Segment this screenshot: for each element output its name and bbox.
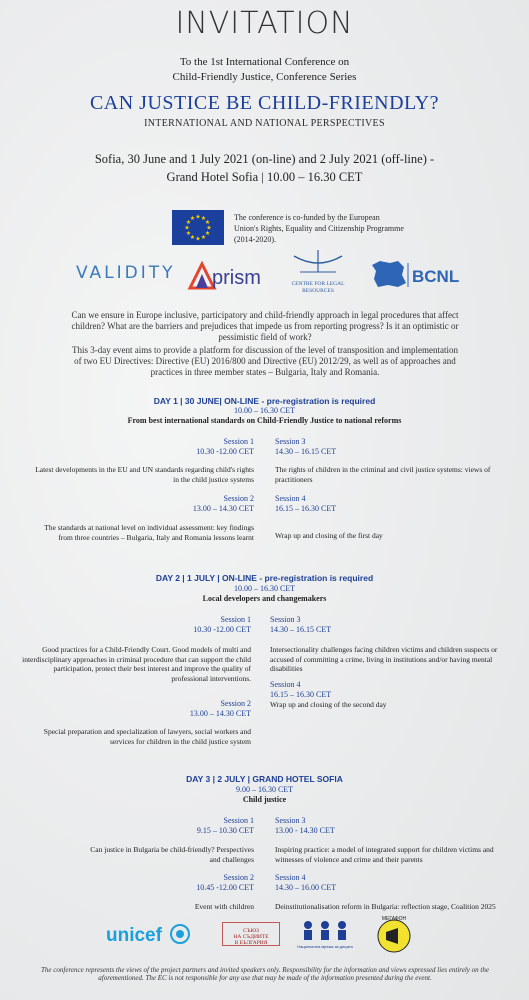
svg-text:BCNL: BCNL <box>412 267 460 286</box>
session-time: 16.15 – 16.30 CET <box>275 504 337 513</box>
eu-star-icon: ★ <box>185 220 192 226</box>
prism-logo <box>186 258 270 294</box>
day1-session2 <box>150 494 254 514</box>
session-time: 10.45 -12.00 CET <box>196 883 254 892</box>
day3-session4 <box>275 873 405 893</box>
eu-star-icon: ★ <box>195 214 201 221</box>
day2-session4 <box>270 680 400 700</box>
day2-heading: DAY 2 | 1 JULY | ON-LINE - pre-registration is required <box>155 573 374 583</box>
session-time: 14.30 – 16.15 CET <box>270 625 332 634</box>
judges-union-logo <box>222 922 280 946</box>
intro-paragraph-2: This 3-day event aims to provide a platform for discussion of the level of transposition and implementation of two EU Directives: Directive (EU) 2016/800 and Directive (EU) 2012/29, as well as of approaches and practices in three member states – Bulgaria, Italy and Romania. <box>72 345 458 377</box>
session-label: Session 4 <box>270 680 301 689</box>
subtitle-line1: To the 1st International Conference on <box>179 56 350 68</box>
session-label: Session 3 <box>270 615 301 624</box>
day1-session4 <box>275 494 355 514</box>
session-label: Session 4 <box>275 494 306 503</box>
session-time: 10.30 -12.00 CET <box>193 625 251 634</box>
event-dates <box>0 150 529 186</box>
svg-text:prism: prism <box>212 267 261 289</box>
session-time: 9.15 – 10.30 CET <box>196 826 254 835</box>
session-time: 14.30 – 16.00 CET <box>275 883 337 892</box>
session-label: Session 1 <box>223 437 254 446</box>
day1-session4-desc: Wrap up and closing of the first day <box>275 531 383 540</box>
svg-text:МЕГАФОН: МЕГАФОН <box>381 916 407 922</box>
session-label: Session 2 <box>223 873 254 882</box>
megafon-logo <box>374 914 414 954</box>
day2-theme: Local developers and changemakers <box>202 594 327 603</box>
eu-star-icon: ★ <box>204 220 211 226</box>
headline: CAN JUSTICE BE CHILD-FRIENDLY? <box>89 92 440 114</box>
day3-session2 <box>190 873 254 893</box>
day1-session1 <box>150 437 254 457</box>
session-label: Session 2 <box>223 494 254 503</box>
session-label: Session 2 <box>220 699 251 708</box>
session-time: 13.00 - 14.30 CET <box>275 826 335 835</box>
dates-line2: Grand Hotel Sofia | 10.00 – 16.30 CET <box>166 170 363 184</box>
day3-session1 <box>150 816 254 836</box>
eu-star-icon: ★ <box>200 235 207 242</box>
svg-text:НА СЪДИИТЕ: НА СЪДИИТЕ <box>233 934 269 940</box>
day3-heading: DAY 3 | 2 JULY | GRAND HOTEL SOFIA <box>186 774 343 784</box>
day2-session2-desc: Special preparation and specialization of lawyers, social workers and services for children in the child justice system <box>43 727 251 746</box>
unicef-logo <box>106 920 194 948</box>
session-time: 14.30 – 16.15 CET <box>275 447 337 456</box>
eu-star-icon: ★ <box>189 215 196 222</box>
session-time: 16.15 – 16.30 CET <box>270 690 332 699</box>
svg-text:СЪЮЗ: СЪЮЗ <box>243 928 259 934</box>
day3-session4-desc: Deinstitutionalisation reform in Bulgaria: reflection stage, Coalition 2025 <box>275 902 496 911</box>
session-label: Session 4 <box>275 873 306 882</box>
day3-theme: Child justice <box>242 795 287 804</box>
day2-session2 <box>150 699 251 719</box>
session-time: 10.30 -12.00 CET <box>196 447 254 456</box>
svg-text:unicef: unicef <box>106 925 162 946</box>
eu-star-icon: ★ <box>204 231 211 237</box>
session-time: 13.00 – 14.30 CET <box>189 709 251 718</box>
invitation-title: INVITATION <box>175 6 354 41</box>
clr-logo-text: CENTRE FOR LEGAL RESOURCES <box>291 281 345 294</box>
eu-star-icon: ★ <box>184 225 190 232</box>
day1-time: 10.00 – 16.30 CET <box>233 406 296 415</box>
day3-session3-desc: Inspiring practice: a model of integrated support for children victims and witnesses of violence and crime and their parents <box>275 845 494 864</box>
bcnl-logo <box>370 257 462 291</box>
day1-session3-desc: The rights of children in the criminal and civil justice systems: views of practitioners <box>275 465 491 484</box>
subtitle-line2: Child-Friendly Justice, Conference Series <box>172 71 357 83</box>
svg-text:Национална мрежа за децата: Национална мрежа за децата <box>297 944 353 949</box>
day1-session3 <box>275 437 405 457</box>
disclaimer-footer: The conference represents the views of the project partners and invited speakers only. Responsibility for the information and views expressed lies entirely on the aforementioned. The EC is not responsible for any use that may be made of the information presented during the event. <box>41 966 489 982</box>
svg-text:В БЪЛГАРИЯ: В БЪЛГАРИЯ <box>234 940 268 946</box>
headline-sub: INTERNATIONAL AND NATIONAL PERSPECTIVES <box>144 118 385 129</box>
eu-star-icon: ★ <box>200 215 207 222</box>
day2-session3 <box>270 615 400 635</box>
day2-session1 <box>150 615 251 635</box>
session-label: Session 3 <box>275 816 306 825</box>
session-label: Session 1 <box>220 615 251 624</box>
session-label: Session 1 <box>223 816 254 825</box>
day3-session2-desc: Event with children <box>194 902 254 911</box>
eu-star-icon: ★ <box>185 231 192 237</box>
dates-line1: Sofia, 30 June and 1 July 2021 (on-line) and 2 July 2021 (off-line) - <box>94 152 435 166</box>
eu-flag-icon <box>172 210 224 245</box>
day1-heading: DAY 1 | 30 JUNE| ON-LINE - pre-registration is required <box>153 396 376 406</box>
day2-session3-desc: Intersectionality challenges facing children victims and children suspects or accused of committing a crime, living in institutions and/or having mental disabilities <box>270 645 498 673</box>
intro-paragraph-1: Can we ensure in Europe inclusive, participatory and child-friendly approach in legal procedures that affect children? What are the barriers and prejudices that impede us from reporting progress? Is it an optimistic or pessimistic field of work? <box>71 310 459 342</box>
day2-session1-desc: Good practices for a Child-Friendly Court. Good models of multi and interdisciplinary approaches in criminal procedure that can support the child participation, protect their best interest and improve the quality of professional interventions. <box>22 645 251 683</box>
day3-time: 9.00 – 16.30 CET <box>235 785 294 794</box>
validity-logo: VALIDITY <box>76 263 176 283</box>
day3-session3 <box>275 816 405 836</box>
eu-star-icon: ★ <box>206 225 212 232</box>
session-time: 13.00 – 14.30 CET <box>192 504 254 513</box>
eu-star-icon: ★ <box>195 236 201 243</box>
day1-session1-desc: Latest developments in the EU and UN standards regarding child's rights in the child justice systems <box>35 465 254 484</box>
day1-session2-desc: The standards at national level on individual assessment: key findings from three countries – Bulgaria, Italy and Romania lessons learnt <box>44 523 254 542</box>
session-label: Session 3 <box>275 437 306 446</box>
day2-session4-desc: Wrap up and closing of the second day <box>270 700 387 709</box>
eu-star-icon: ★ <box>189 235 196 242</box>
day1-theme: From best international standards on Child-Friendly Justice to national reforms <box>127 416 402 425</box>
day3-session1-desc: Can justice in Bulgaria be child-friendly? Perspectives and challenges <box>90 845 254 864</box>
day2-time: 10.00 – 16.30 CET <box>233 584 296 593</box>
national-network-children-logo <box>296 918 354 950</box>
eu-funding-notice: The conference is co-funded by the European Union's Rights, Equality and Citizenship Programme (2014-2020). <box>234 213 404 244</box>
clr-logo <box>286 248 350 296</box>
